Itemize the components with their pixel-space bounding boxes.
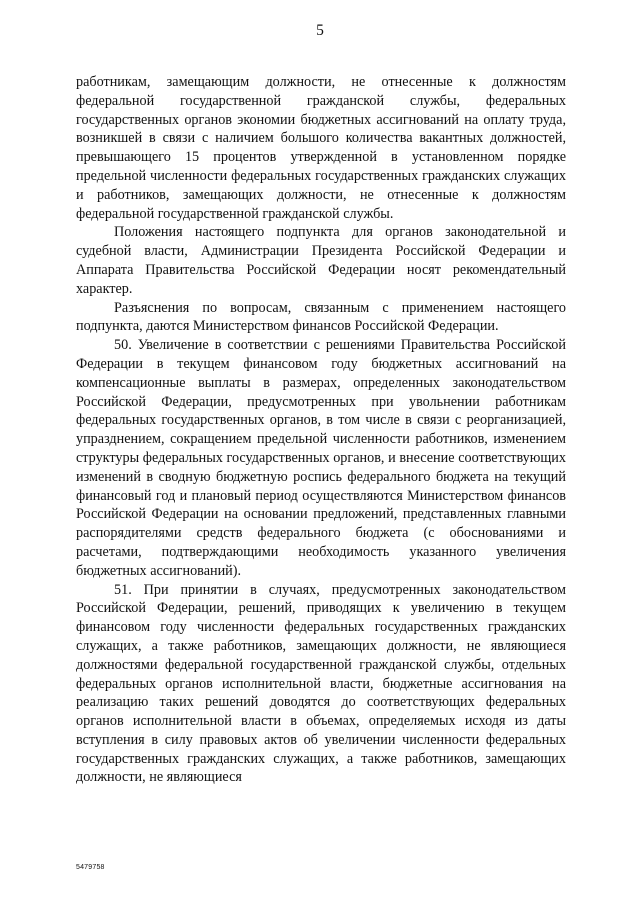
paragraph-clarifications-note: Разъяснения по вопросам, связанным с применением настоящего подпункта, даются Министерством финансов Российской Федерации.	[76, 299, 566, 335]
document-code: 5479758	[76, 864, 105, 871]
paragraph-continued-from-previous-page: работникам, замещающим должности, не отнесенные к должностям федеральной государственной гражданской службы, федеральных государственных органов экономии бюджетных ассигнований на оплату труда, возникшей в связи с наличием большого количества вакантных должностей, превышающего 15 процентов утвержденной в установленном порядке предельной численности федеральных государственных гражданских служащих и работников, замещающих должности, не отнесенные к должностям федеральной государственной гражданской службы.	[76, 74, 566, 222]
document-body	[76, 73, 566, 787]
paragraph-clause-51: 51. При принятии в случаях, предусмотренных законодательством Российской Федерации, решений, приводящих к увеличению в текущем финансовом году численности федеральных государственных гражданских служащих, а также работников, замещающих должности, не являющиеся должностями федеральной государственной гражданской службы, отдельных федеральных органов исполнительной власти, бюджетные ассигнования на реализацию таких решений доводятся до соответствующих федеральных органов исполнительной власти в объемах, определяемых исходя из даты вступления в силу правовых актов об увеличении численности федеральных государственных гражданских служащих, а также работников, замещающих должности, не являющиеся	[76, 581, 566, 786]
paragraph-clause-50: 50. Увеличение в соответствии с решениями Правительства Российской Федерации в текущем финансовом году бюджетных ассигнований на компенсационные выплаты в размерах, определенных законодательством Российской Федерации, предусмотренных при увольнении работникам федеральных государственных органов, в том числе в связи с реорганизацией, упразднением, сокращением предельной численности работников, изменением структуры федеральных государственных органов, и внесение соответствующих изменений в сводную бюджетную роспись федерального бюджета на текущий финансовый год и плановый период осуществляются Министерством финансов Российской Федерации на основании предложений, представленных главными распорядителями средств федерального бюджета (с обоснованиями и расчетами, подтверждающими необходимость указанного увеличения бюджетных ассигнований).	[76, 337, 566, 579]
page-number: 5	[316, 22, 324, 39]
paragraph-recommendation-note: Положения настоящего подпункта для органов законодательной и судебной власти, Администрации Президента Российской Федерации и Аппарата Правительства Российской Федерации носят рекомендательный характер.	[76, 224, 566, 297]
